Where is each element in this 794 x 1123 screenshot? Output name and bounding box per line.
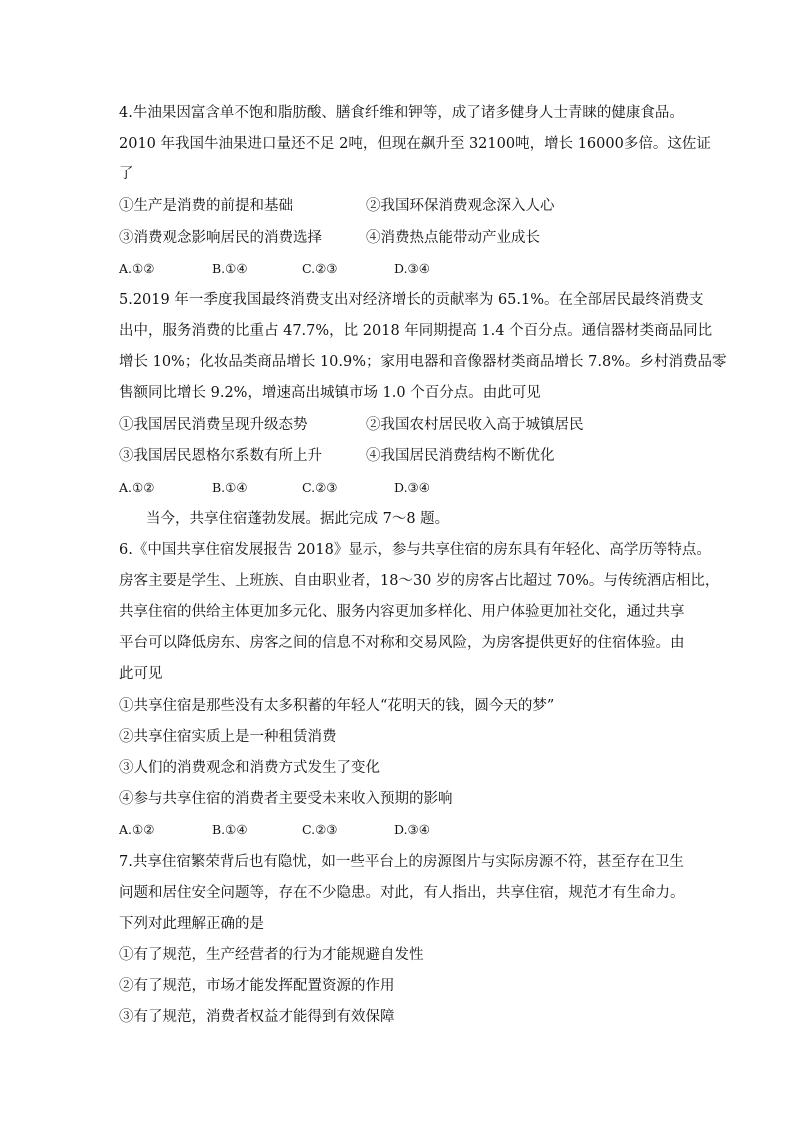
q5-option-3: ③我国居民恩格尔系数有所上升 — [119, 448, 322, 464]
q6-answer-c: C.②③ — [302, 822, 338, 837]
q4-answer-b: B.①④ — [212, 261, 248, 276]
q4-answer-d: D.③④ — [394, 261, 430, 276]
q5-stem-line-4: 售额同比增长 9.2%，增速高出城镇市场 1.0 个百分点。由此可见 — [119, 385, 541, 401]
q5-answer-b: B.①④ — [212, 480, 248, 495]
q4-option-1: ①生产是消费的前提和基础 — [119, 198, 293, 214]
q7-option-1: ①有了规范，生产经营者的行为才能规避自发性 — [119, 947, 424, 963]
q5-answer-d: D.③④ — [394, 480, 430, 495]
q4-option-3: ③消费观念影响居民的消费选择 — [119, 230, 322, 246]
q4-answer-c: C.②③ — [302, 261, 338, 276]
q5-stem-line-3: 增长 10%；化妆品类商品增长 10.9%；家用电器和音像器材类商品增长 7.8%。乡村消费品零 — [119, 354, 727, 370]
q6-stem-line-5: 此可见 — [119, 666, 163, 682]
q6-option-4: ④参与共享住宿的消费者主要受未来收入预期的影响 — [119, 791, 453, 807]
q6-stem-line-1: 6.《中国共享住宿发展报告 2018》显示，参与共享住宿的房东具有年轻化、高学历等特点。 — [119, 542, 711, 558]
q4-option-4: ④消费热点能带动产业成长 — [366, 230, 540, 246]
q5-option-1: ①我国居民消费呈现升级态势 — [119, 417, 308, 433]
q4-answer-a: A.①② — [119, 261, 155, 276]
q6-stem-line-3: 共享住宿的供给主体更加多元化、服务内容更加多样化、用户体验更加社交化，通过共享 — [119, 604, 685, 620]
q5-stem-line-2: 出中，服务消费的比重占 47.7%，比 2018 年同期提高 1.4 个百分点。通信器材类商品同比 — [119, 323, 713, 339]
q4-stem-line-1: 4.牛油果因富含单不饱和脂肪酸、膳食纤维和钾等，成了诸多健身人士青睐的健康食品。 — [119, 105, 684, 121]
q6-answer-b: B.①④ — [212, 822, 248, 837]
q4-option-2: ②我国环保消费观念深入人心 — [366, 198, 555, 214]
q6-answer-d: D.③④ — [394, 822, 430, 837]
q7-option-2: ②有了规范，市场才能发挥配置资源的作用 — [119, 978, 395, 994]
q5-option-4: ④我国居民消费结构不断优化 — [366, 448, 555, 464]
q6-stem-line-4: 平台可以降低房东、房客之间的信息不对称和交易风险，为房客提供更好的住宿体验。由 — [119, 635, 685, 651]
q7-option-3: ③有了规范，消费者权益才能得到有效保障 — [119, 1009, 395, 1025]
q6-answer-a: A.①② — [119, 822, 155, 837]
q7-stem-line-3: 下列对此理解正确的是 — [119, 916, 264, 932]
q7-stem-line-2: 问题和居住安全问题等，存在不少隐患。对此，有人指出，共享住宿，规范才有生命力。 — [119, 885, 685, 901]
q6-stem-line-2: 房客主要是学生、上班族、自由职业者，18～30 岁的房客占比超过 70%。与传统酒店相比， — [119, 573, 720, 589]
q4-stem-line-2: 2010 年我国牛油果进口量还不足 2吨，但现在飙升至 32100吨，增长 16000多倍。这佐证 — [119, 136, 711, 152]
q4-stem-line-3: 了 — [119, 166, 134, 182]
q6-option-3: ③人们的消费观念和消费方式发生了变化 — [119, 760, 380, 776]
q5-answer-a: A.①② — [119, 480, 155, 495]
section-intro: 当今，共享住宿蓬勃发展。据此完成 7～8 题。 — [146, 511, 450, 527]
q7-stem-line-1: 7.共享住宿繁荣背后也有隐忧，如一些平台上的房源图片与实际房源不符，甚至存在卫生 — [119, 854, 684, 870]
q6-option-2: ②共享住宿实质上是一种租赁消费 — [119, 729, 337, 745]
q5-stem-line-1: 5.2019 年一季度我国最终消费支出对经济增长的贡献率为 65.1%。在全部居民最终消费支 — [119, 292, 704, 308]
q5-answer-c: C.②③ — [302, 480, 338, 495]
q5-option-2: ②我国农村居民收入高于城镇居民 — [366, 417, 584, 433]
q6-option-1: ①共享住宿是那些没有太多积蓄的年轻人“花明天的钱，圆今天的梦” — [119, 698, 555, 714]
